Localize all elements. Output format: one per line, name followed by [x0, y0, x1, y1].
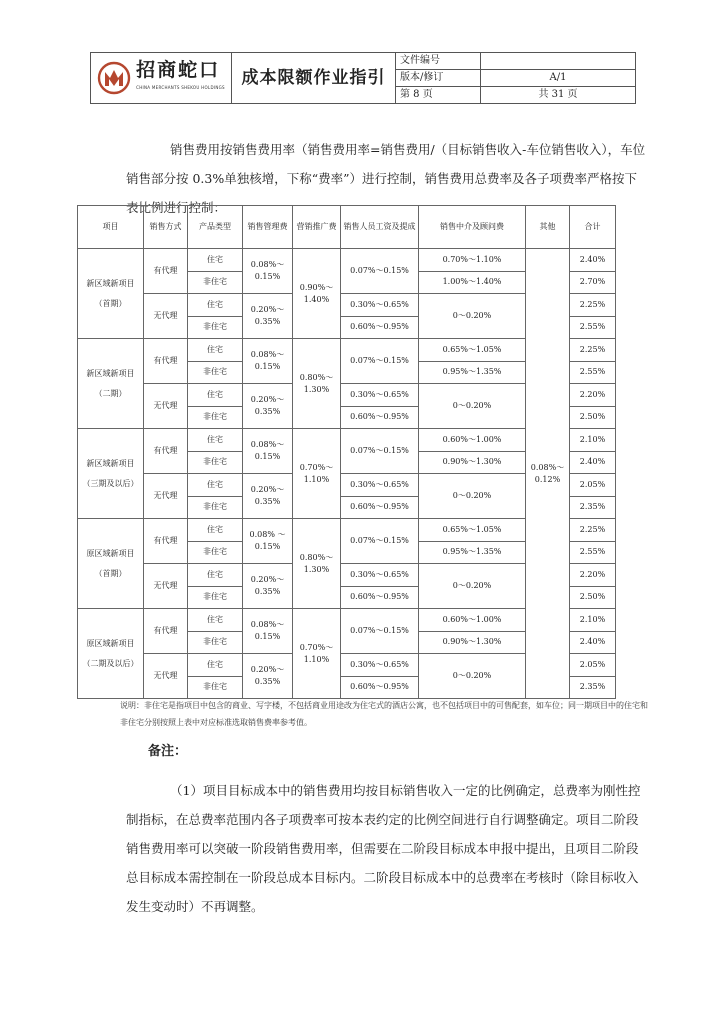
project-name: 新区域新项目（首期）: [78, 249, 144, 339]
staff-fee: 0.60%～0.95%: [341, 496, 419, 519]
agent-fee: 0～0.20%: [419, 564, 526, 609]
product-type: 非住宅: [188, 406, 243, 429]
product-type: 住宅: [188, 609, 243, 632]
table-note: 说明：非住宅是指项目中包含的商业、写字楼，不包括商业用途改为住宅式的酒店公寓，也不包括项目中的可售配套，如车位；同一期项目中的住宅和非住宅分别按照上表中对应标准选取销售费率参考值。: [120, 701, 648, 727]
total-rate: 2.35%: [570, 496, 616, 519]
table-row: [78, 249, 616, 272]
total-rate: 2.20%: [570, 384, 616, 407]
product-type: 住宅: [188, 474, 243, 497]
col-header: 其他: [526, 206, 570, 249]
total-rate: 2.25%: [570, 294, 616, 317]
staff-fee: 0.07%～0.15%: [341, 609, 419, 654]
staff-fee: 0.60%～0.95%: [341, 586, 419, 609]
sales-method: 有代理: [144, 609, 188, 654]
staff-fee: 0.30%～0.65%: [341, 474, 419, 497]
company-logo: [91, 53, 232, 104]
col-header: 销售人员工资及提成: [341, 206, 419, 249]
document-header: [90, 52, 636, 104]
staff-fee: 0.30%～0.65%: [341, 384, 419, 407]
col-header: 合计: [570, 206, 616, 249]
promo-fee: 0.70%～1.10%: [293, 429, 341, 519]
sales-method: 无代理: [144, 294, 188, 339]
product-type: 住宅: [188, 519, 243, 542]
product-type: 住宅: [188, 339, 243, 362]
promo-fee: 0.80%～1.30%: [293, 339, 341, 429]
sales-method: 有代理: [144, 339, 188, 384]
total-rate: 2.40%: [570, 249, 616, 272]
agent-fee: 0.60%～1.00%: [419, 429, 526, 452]
sales-method: 无代理: [144, 474, 188, 519]
product-type: 非住宅: [188, 496, 243, 519]
total-rate: 2.20%: [570, 564, 616, 587]
document-title: 成本限额作业指引: [232, 53, 396, 104]
total-rate: 2.10%: [570, 609, 616, 632]
company-name-cn: 招商蛇口: [136, 59, 221, 81]
total-rate: 2.70%: [570, 271, 616, 294]
agent-fee: 0～0.20%: [419, 474, 526, 519]
version-label: 版本/修订: [396, 70, 481, 87]
sales-method: 有代理: [144, 519, 188, 564]
product-type: 非住宅: [188, 316, 243, 339]
staff-fee: 0.07%～0.15%: [341, 429, 419, 474]
page-number: 第 8 页: [396, 87, 481, 104]
col-header: 销售方式: [144, 206, 188, 249]
col-header: 营销推广费: [293, 206, 341, 249]
staff-fee: 0.30%～0.65%: [341, 294, 419, 317]
product-type: 住宅: [188, 429, 243, 452]
agent-fee: 0.95%～1.35%: [419, 541, 526, 564]
col-header: 销售管理费: [243, 206, 293, 249]
file-number-value: [481, 53, 636, 70]
remark-heading: 备注：: [148, 744, 188, 759]
company-name-en: CHINA MERCHANTS SHEKOU HOLDINGS: [136, 85, 225, 90]
product-type: 住宅: [188, 249, 243, 272]
product-type: 非住宅: [188, 631, 243, 654]
agent-fee: 0～0.20%: [419, 654, 526, 699]
product-type: 非住宅: [188, 676, 243, 699]
staff-fee: 0.07%～0.15%: [341, 519, 419, 564]
project-name: 原区域新项目（首期）: [78, 519, 144, 609]
product-type: 住宅: [188, 294, 243, 317]
staff-fee: 0.30%～0.65%: [341, 564, 419, 587]
total-rate: 2.25%: [570, 339, 616, 362]
product-type: 住宅: [188, 384, 243, 407]
product-type: 非住宅: [188, 586, 243, 609]
table-header-row: [78, 206, 616, 249]
project-name: 新区域新项目（三期及以后）: [78, 429, 144, 519]
mgmt-fee: 0.20%～0.35%: [243, 654, 293, 699]
total-rate: 2.05%: [570, 654, 616, 677]
mgmt-fee: 0.08%～0.15%: [243, 609, 293, 654]
product-type: 住宅: [188, 564, 243, 587]
agent-fee: 0～0.20%: [419, 294, 526, 339]
total-rate: 2.35%: [570, 676, 616, 699]
product-type: 非住宅: [188, 271, 243, 294]
total-rate: 2.55%: [570, 361, 616, 384]
agent-fee: 0.65%～1.05%: [419, 339, 526, 362]
promo-fee: 0.80%～1.30%: [293, 519, 341, 609]
agent-fee: 0.90%～1.30%: [419, 451, 526, 474]
mgmt-fee: 0.20%～0.35%: [243, 384, 293, 429]
agent-fee: 0.60%～1.00%: [419, 609, 526, 632]
total-pages: 共 31 页: [481, 87, 636, 104]
sales-fee-rate-table: [77, 205, 616, 699]
agent-fee: 1.00%～1.40%: [419, 271, 526, 294]
agent-fee: 0.70%～1.10%: [419, 249, 526, 272]
total-rate: 2.10%: [570, 429, 616, 452]
total-rate: 2.50%: [570, 586, 616, 609]
mgmt-fee: 0.08%～0.15%: [243, 339, 293, 384]
col-header: 项目: [78, 206, 144, 249]
mgmt-fee: 0.20%～0.35%: [243, 294, 293, 339]
col-header: 销售中介及顾问费: [419, 206, 526, 249]
agent-fee: 0.65%～1.05%: [419, 519, 526, 542]
total-rate: 2.55%: [570, 316, 616, 339]
total-rate: 2.40%: [570, 631, 616, 654]
staff-fee: 0.07%～0.15%: [341, 339, 419, 384]
col-header: 产品类型: [188, 206, 243, 249]
sales-method: 无代理: [144, 384, 188, 429]
staff-fee: 0.60%～0.95%: [341, 676, 419, 699]
product-type: 非住宅: [188, 361, 243, 384]
staff-fee: 0.30%～0.65%: [341, 654, 419, 677]
sales-method: 有代理: [144, 249, 188, 294]
sales-method: 无代理: [144, 564, 188, 609]
project-name: 原区域新项目（二期及以后）: [78, 609, 144, 699]
company-emblem-icon: [97, 61, 131, 95]
promo-fee: 0.90%～1.40%: [293, 249, 341, 339]
mgmt-fee: 0.08% ～0.15%: [243, 519, 293, 564]
total-rate: 2.50%: [570, 406, 616, 429]
total-rate: 2.40%: [570, 451, 616, 474]
staff-fee: 0.60%～0.95%: [341, 316, 419, 339]
other-fee: 0.08%～0.12%: [526, 249, 570, 699]
mgmt-fee: 0.20%～0.35%: [243, 474, 293, 519]
version-value: A/1: [481, 70, 636, 87]
total-rate: 2.25%: [570, 519, 616, 542]
staff-fee: 0.07%～0.15%: [341, 249, 419, 294]
staff-fee: 0.60%～0.95%: [341, 406, 419, 429]
promo-fee: 0.70%～1.10%: [293, 609, 341, 699]
project-name: 新区域新项目（二期）: [78, 339, 144, 429]
product-type: 非住宅: [188, 451, 243, 474]
agent-fee: 0～0.20%: [419, 384, 526, 429]
file-number-label: 文件编号: [396, 53, 481, 70]
mgmt-fee: 0.08%～0.15%: [243, 429, 293, 474]
sales-method: 有代理: [144, 429, 188, 474]
agent-fee: 0.90%～1.30%: [419, 631, 526, 654]
agent-fee: 0.95%～1.35%: [419, 361, 526, 384]
intro-paragraph: 销售费用按销售费用率（销售费用率=销售费用/（目标销售收入-车位销售收入），车位销售部分按 0.3%单独核增，下称“费率”）进行控制，销售费用总费率及各子项费率严格按下表比例进行控制：: [126, 141, 646, 215]
product-type: 非住宅: [188, 541, 243, 564]
remark-paragraph: （1）项目目标成本中的销售费用均按目标销售收入一定的比例确定，总费率为刚性控制指标，在总费率范围内各子项费率可按本表约定的比例空间进行自行调整确定。项目二阶段销售费用率可以突破一阶段销售费用率，但需要在二阶段目标成本申报中提出，且项目二阶段总目标成本需控制在一阶段总成本目标内。二阶段目标成本中的总费率在考核时（除目标收入发生变动时）不再调整。: [126, 782, 641, 914]
sales-method: 无代理: [144, 654, 188, 699]
mgmt-fee: 0.08%～0.15%: [243, 249, 293, 294]
mgmt-fee: 0.20%～0.35%: [243, 564, 293, 609]
total-rate: 2.55%: [570, 541, 616, 564]
total-rate: 2.05%: [570, 474, 616, 497]
product-type: 住宅: [188, 654, 243, 677]
